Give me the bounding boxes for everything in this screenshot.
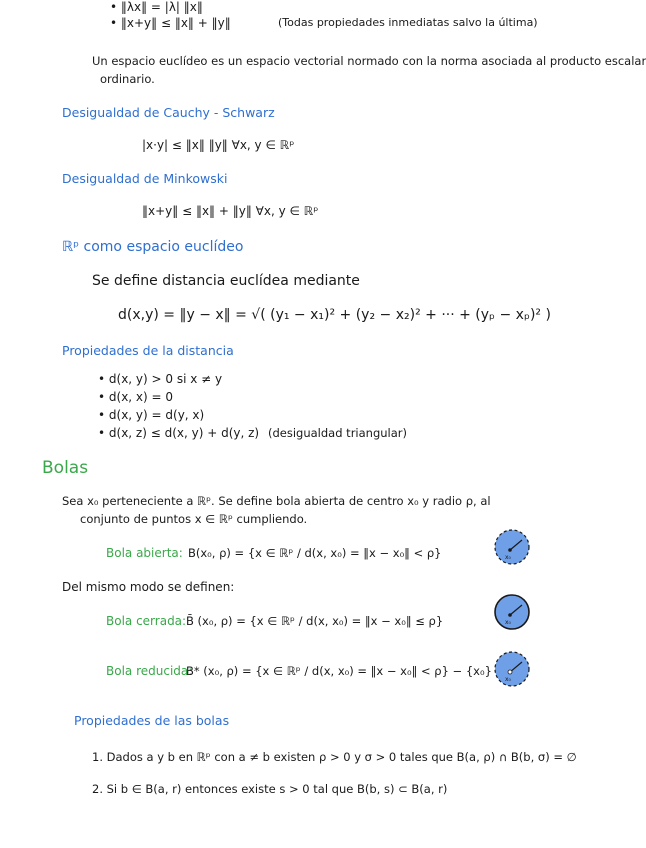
rp-euclid-heading: ℝᵖ como espacio euclídeo bbox=[62, 239, 244, 255]
dist-prop-1: • d(x, y) > 0 si x ≠ y bbox=[98, 372, 223, 386]
norm-prop-homogeneity: • ‖λx‖ = |λ| ‖x‖ bbox=[110, 0, 203, 14]
closed-ball-disc bbox=[495, 595, 529, 629]
norm-props-note: (Todas propiedades inmediatas salvo la última) bbox=[278, 16, 538, 29]
closed-ball-center-label: x₀ bbox=[505, 619, 511, 626]
distance-intro: Se define distancia euclídea mediante bbox=[92, 273, 360, 289]
dist-prop-2: • d(x, x) = 0 bbox=[98, 390, 174, 404]
reduced-ball-formula: B* (x₀, ρ) = {x ∈ ℝᵖ / d(x, x₀) = ‖x − x₀‖ < ρ} − {x₀} bbox=[186, 664, 492, 678]
bolas-intro-line2: conjunto de puntos x ∈ ℝᵖ cumpliendo. bbox=[80, 512, 308, 526]
dist-props-heading: Propiedades de la distancia bbox=[62, 343, 234, 358]
euclid-def-line2: ordinario. bbox=[100, 72, 155, 86]
minkowski-formula: ‖x+y‖ ≤ ‖x‖ + ‖y‖ ∀x, y ∈ ℝᵖ bbox=[142, 204, 319, 218]
cauchy-heading: Desigualdad de Cauchy - Schwarz bbox=[62, 105, 275, 120]
ball-props-heading: Propiedades de las bolas bbox=[74, 713, 230, 728]
ball-prop-1: 1. Dados a y b en ℝᵖ con a ≠ b existen ρ > 0 y σ > 0 tales que B(a, ρ) ∩ B(b, σ) = ∅ bbox=[92, 750, 577, 764]
reduced-ball-disc bbox=[495, 652, 529, 686]
dist-prop-3: • d(x, y) = d(y, x) bbox=[98, 408, 205, 422]
minkowski-heading: Desigualdad de Minkowski bbox=[62, 171, 228, 186]
reduced-ball-diagram bbox=[493, 650, 531, 688]
open-ball-disc bbox=[495, 530, 529, 564]
same-mode-text: Del mismo modo se definen: bbox=[62, 580, 235, 594]
cauchy-formula: |x·y| ≤ ‖x‖ ‖y‖ ∀x, y ∈ ℝᵖ bbox=[142, 138, 295, 152]
bolas-title: Bolas bbox=[42, 458, 89, 478]
reduced-ball-center-label: x₀ bbox=[505, 676, 511, 683]
distance-formula: d(x,y) = ‖y − x‖ = √( (y₁ − x₁)² + (y₂ − x₂)² + ··· + (yₚ − xₚ)² ) bbox=[118, 307, 551, 323]
bolas-intro-line1: Sea x₀ perteneciente a ℝᵖ. Se define bola abierta de centro x₀ y radio ρ, al bbox=[62, 494, 491, 508]
ball-prop-2: 2. Si b ∈ B(a, r) entonces existe s > 0 tal que B(b, s) ⊂ B(a, r) bbox=[92, 782, 448, 796]
dist-props-note: (desigualdad triangular) bbox=[268, 426, 407, 440]
dist-prop-4: • d(x, z) ≤ d(x, y) + d(y, z) bbox=[98, 426, 260, 440]
open-ball-formula: B(x₀, ρ) = {x ∈ ℝᵖ / d(x, x₀) = ‖x − x₀‖ < ρ} bbox=[188, 546, 442, 560]
reduced-ball-label: Bola reducida: bbox=[106, 664, 193, 678]
open-ball-center-label: x₀ bbox=[505, 554, 511, 561]
closed-ball-label: Bola cerrada: bbox=[106, 614, 187, 628]
closed-ball-diagram bbox=[493, 593, 531, 631]
euclid-def-line1: Un espacio euclídeo es un espacio vectorial normado con la norma asociada al producto escalar bbox=[92, 54, 646, 68]
norm-prop-triangle: • ‖x+y‖ ≤ ‖x‖ + ‖y‖ bbox=[110, 16, 231, 30]
open-ball-diagram bbox=[493, 528, 531, 566]
open-ball-label: Bola abierta: bbox=[106, 546, 183, 560]
closed-ball-formula: B̄ (x₀, ρ) = {x ∈ ℝᵖ / d(x, x₀) = ‖x − x₀‖ ≤ ρ} bbox=[186, 614, 444, 628]
